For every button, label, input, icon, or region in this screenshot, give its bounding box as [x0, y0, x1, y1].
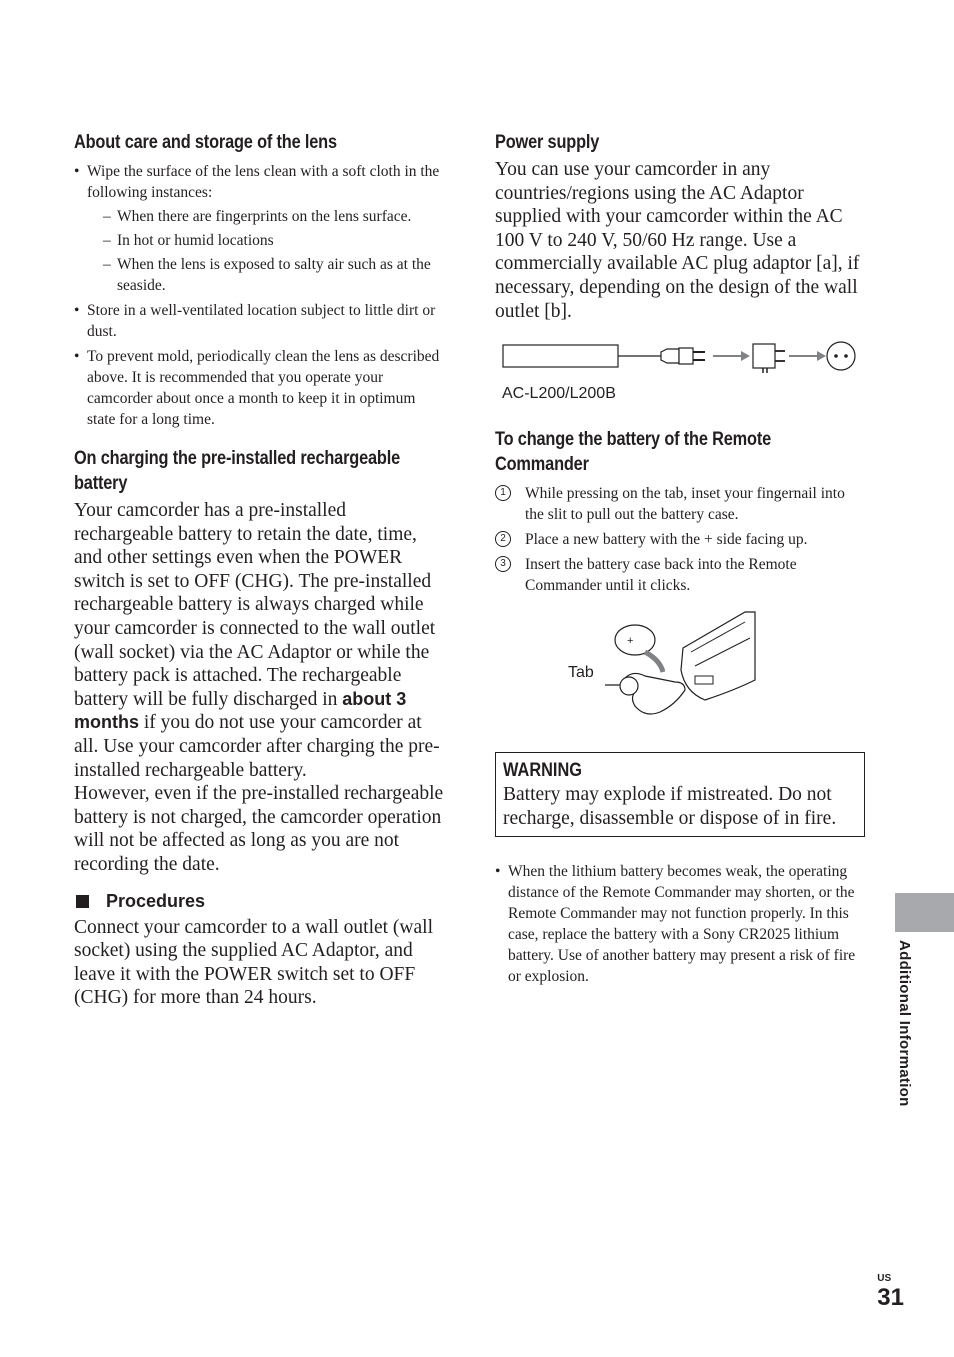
lens-care-heading: About care and storage of the lens [74, 132, 337, 153]
list-item [495, 483, 867, 525]
power-supply-heading: Power supply [495, 132, 600, 153]
charging-text-b: if you do not use your camcorder at all. Use your camcorder after charging the pre-installed rechargeable battery. [74, 712, 440, 781]
warning-text: Battery may explode if mistreated. Do not recharge, disassemble or dispose of in fire. [503, 784, 837, 829]
left-column [74, 130, 446, 1010]
list-item: • Store in a well-ventilated location subject to little dirt or dust. [74, 300, 446, 342]
procedures-text: Connect your camcorder to a wall outlet (wall socket) using the supplied AC Adaptor, and leave it with the POWER switch set to OFF (CHG) for more than 24 hours. [74, 916, 433, 1009]
charging-paragraph-2: However, even if the pre-installed rechargeable battery is not charged, the camcorder operation will not be affected as long as you are not recording the date. [74, 783, 444, 875]
remote-battery-steps [495, 483, 867, 596]
list-item [495, 554, 867, 596]
step-number-icon: 1 [495, 485, 511, 501]
charging-heading: On charging the pre-installed rechargeable battery [74, 448, 401, 494]
procedures-label: Procedures [106, 890, 206, 911]
page-number-value: 31 [877, 1284, 904, 1311]
charging-emphasis: about 3 months [74, 688, 407, 733]
remote-battery-heading: To change the battery of the Remote Commander [495, 429, 772, 476]
step-number-icon: 3 [495, 556, 511, 572]
procedures-heading [74, 891, 446, 912]
svg-text:+: + [627, 635, 634, 648]
square-bullet-icon [76, 895, 89, 908]
region-code: US [877, 1273, 892, 1284]
lens-care-bullet-1: Wipe the surface of the lens clean with a soft cloth in the following instances: [87, 163, 440, 201]
step-text: Insert the battery case back into the Remote Commander until it clicks. [525, 556, 797, 595]
lens-care-list [74, 161, 446, 430]
list-item [74, 161, 446, 296]
page-number [877, 1273, 904, 1311]
right-column [495, 130, 867, 991]
charging-text-a: Your camcorder has a pre-installed rechargeable battery to retain the date, time, and other settings even when the POWER switch is set to OFF (CHG). The pre-installed rechargeable battery is always charged while your camcorder is connected to the wall outlet (wall socket) via the AC Adaptor or while the battery pack is attached. The rechargeable battery will be fully discharged in [74, 500, 436, 710]
ac-plug-adaptor-icon [495, 335, 867, 375]
list-item: • To prevent mold, periodically clean the lens as described above. It is recommended that you operate your camcorder about once a month to keep it in optimum state for a long time. [74, 346, 446, 430]
lens-care-sublist [87, 206, 446, 296]
list-item: – When there are fingerprints on the lens surface. [103, 206, 446, 227]
warning-box [495, 752, 865, 837]
remote-battery-illustration [495, 610, 867, 730]
step-number-icon: 2 [495, 531, 511, 547]
remote-commander-icon [605, 610, 805, 720]
list-item: – In hot or humid locations [103, 230, 446, 251]
tab-label: Tab [568, 664, 594, 682]
warning-title: WARNING [503, 760, 582, 782]
step-text: While pressing on the tab, inset your fingernail into the slit to pull out the battery case. [525, 485, 845, 524]
list-item: – When the lens is exposed to salty air such as at the seaside. [103, 254, 446, 296]
lithium-note-list [495, 861, 867, 987]
list-item [495, 529, 867, 550]
charging-paragraph-1 [74, 499, 446, 782]
adaptor-model-label: AC-L200/L200B [502, 385, 616, 403]
list-item: • When the lithium battery becomes weak, the operating distance of the Remote Commander may shorten, or the Remote Commander may not function properly. In this case, replace the battery with a Sony CR2025 lithium battery. Use of another battery may present a risk of fire or explosion. [495, 861, 867, 987]
section-label: Additional Information [896, 940, 913, 1107]
step-text: Place a new battery with the + side facing up. [525, 531, 808, 549]
section-tab [895, 893, 954, 932]
ac-adaptor-illustration [495, 335, 867, 415]
power-supply-text: You can use your camcorder in any countries/regions using the AC Adaptor supplied with your camcorder within the AC 100 V to 240 V, 50/60 Hz range. Use a commercially available AC plug adaptor [a], if necessary, depending on the design of the wall outlet [b]. [495, 159, 860, 322]
